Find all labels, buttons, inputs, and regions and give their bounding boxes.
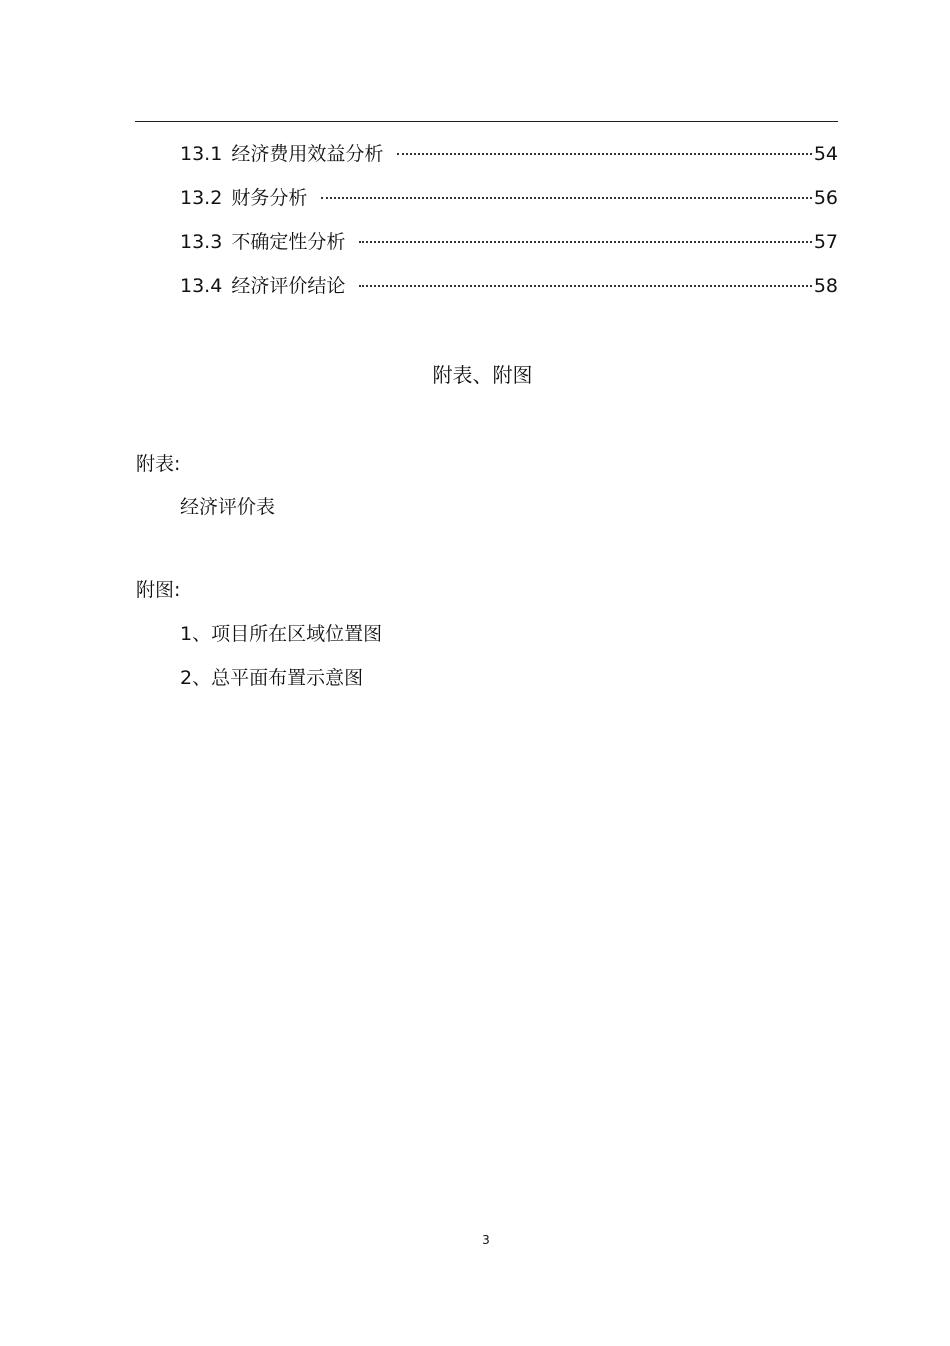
toc-entry-title: 不确定性分析 bbox=[231, 231, 346, 253]
toc-entry-title: 财务分析 bbox=[231, 187, 308, 209]
appended-figures-label: 附图: bbox=[136, 579, 181, 601]
table-of-contents bbox=[180, 140, 838, 316]
appended-figure-item: 1、项目所在区域位置图 bbox=[180, 623, 383, 645]
toc-entry-number: 13.3 bbox=[180, 231, 223, 253]
toc-dot-leader bbox=[397, 153, 811, 155]
appended-tables-label: 附表: bbox=[136, 453, 181, 475]
header-rule bbox=[135, 121, 838, 122]
appended-figure-item: 2、总平面布置示意图 bbox=[180, 667, 364, 689]
toc-entry-page: 57 bbox=[813, 231, 838, 253]
toc-entry[interactable] bbox=[180, 272, 838, 316]
toc-dot-leader bbox=[321, 197, 811, 199]
toc-entry-title: 经济评价结论 bbox=[231, 275, 346, 297]
toc-dot-leader bbox=[359, 241, 811, 243]
toc-entry[interactable] bbox=[180, 140, 838, 184]
toc-entry-number: 13.4 bbox=[180, 275, 223, 297]
appendix-heading: 附表、附图 bbox=[432, 363, 533, 387]
toc-entry[interactable] bbox=[180, 228, 838, 272]
appended-table-item: 经济评价表 bbox=[180, 496, 276, 518]
toc-entry-page: 58 bbox=[813, 275, 838, 297]
page-number: 3 bbox=[482, 1233, 490, 1247]
toc-entry-page: 54 bbox=[813, 143, 838, 165]
toc-entry-number: 13.1 bbox=[180, 143, 223, 165]
toc-dot-leader bbox=[359, 285, 811, 287]
toc-entry[interactable] bbox=[180, 184, 838, 228]
toc-entry-title: 经济费用效益分析 bbox=[231, 143, 384, 165]
toc-entry-number: 13.2 bbox=[180, 187, 223, 209]
toc-entry-page: 56 bbox=[813, 187, 838, 209]
